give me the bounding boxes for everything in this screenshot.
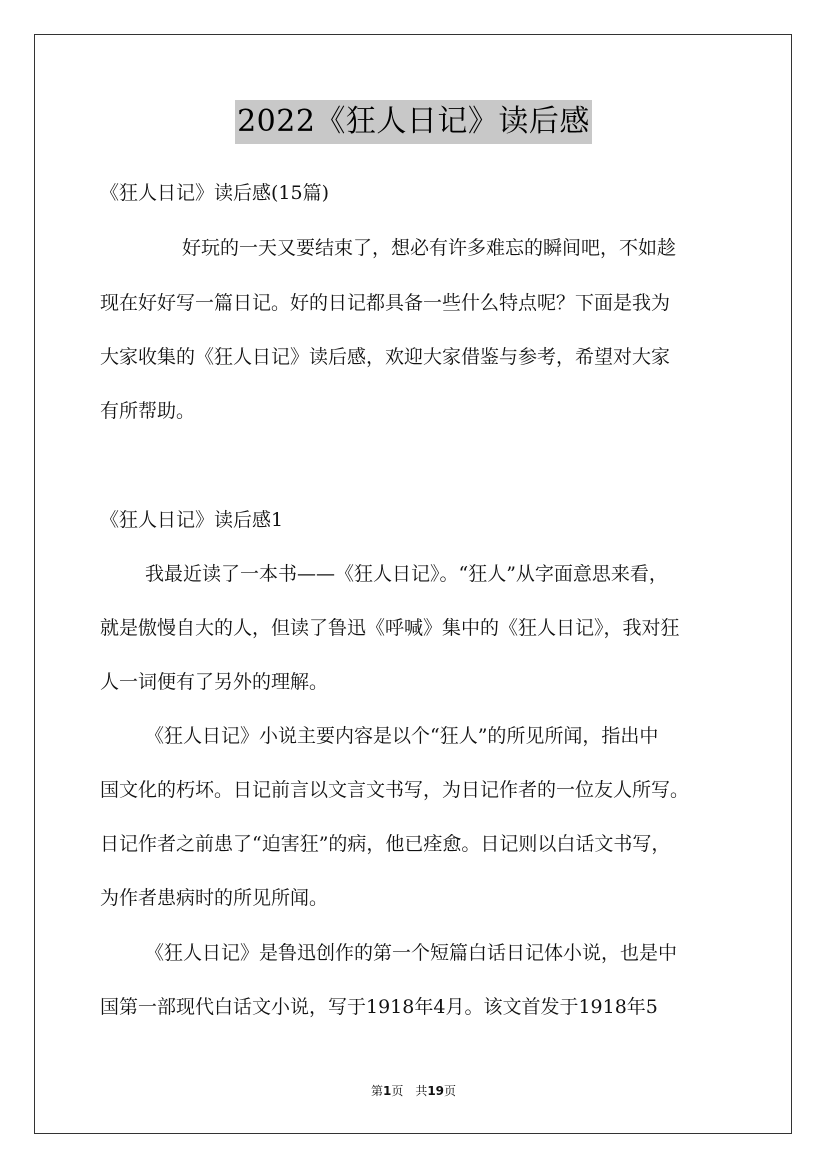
body-line-4: 《狂人日记》小说主要内容是以个“狂人”的所见所闻，指出中 — [145, 725, 659, 747]
body-line-3: 人一词便有了另外的理解。 — [100, 671, 329, 693]
page-footer — [0, 1083, 827, 1099]
body-line-9: 国第一部现代白话文小说，写于1918年4月。该文首发于1918年5 — [100, 996, 658, 1018]
intro-line-3: 大家收集的《狂人日记》读后感，欢迎大家借鉴与参考，希望对大家 — [100, 346, 671, 368]
intro-line-1: 好玩的一天又要结束了，想必有许多难忘的瞬间吧，不如趁 — [182, 237, 677, 259]
intro-line-4: 有所帮助。 — [100, 400, 196, 422]
page-suffix: 页 — [444, 1084, 457, 1098]
body-line-7: 为作者患病时的所见所闻。 — [100, 887, 329, 909]
body-line-6: 日记作者之前患了“迫害狂”的病，他已痊愈。日记则以白话文书写， — [100, 833, 671, 855]
document-subtitle: 《狂人日记》读后感(15篇) — [100, 182, 330, 204]
intro-line-2: 现在好好写一篇日记。好的日记都具备一些什么特点呢？下面是我为 — [100, 292, 671, 314]
page-prefix: 第 — [370, 1084, 383, 1098]
section-heading: 《狂人日记》读后感1 — [100, 509, 284, 531]
body-line-5: 国文化的朽坏。日记前言以文言文书写，为日记作者的一位友人所写。 — [100, 779, 690, 801]
current-page-number: 1 — [382, 1084, 392, 1098]
title-container — [0, 100, 827, 144]
body-line-8: 《狂人日记》是鲁迅创作的第一个短篇白话日记体小说，也是中 — [145, 942, 678, 964]
body-line-1: 我最近读了一本书——《狂人日记》。“狂人”从字面意思来看， — [145, 563, 668, 585]
total-page-number: 19 — [427, 1084, 445, 1098]
body-line-2: 就是傲慢自大的人，但读了鲁迅《呼喊》集中的《狂人日记》，我对狂 — [100, 617, 680, 639]
document-title: 2022《狂人日记》读后感 — [235, 100, 592, 144]
page-mid-text: 页 共 — [391, 1084, 428, 1098]
